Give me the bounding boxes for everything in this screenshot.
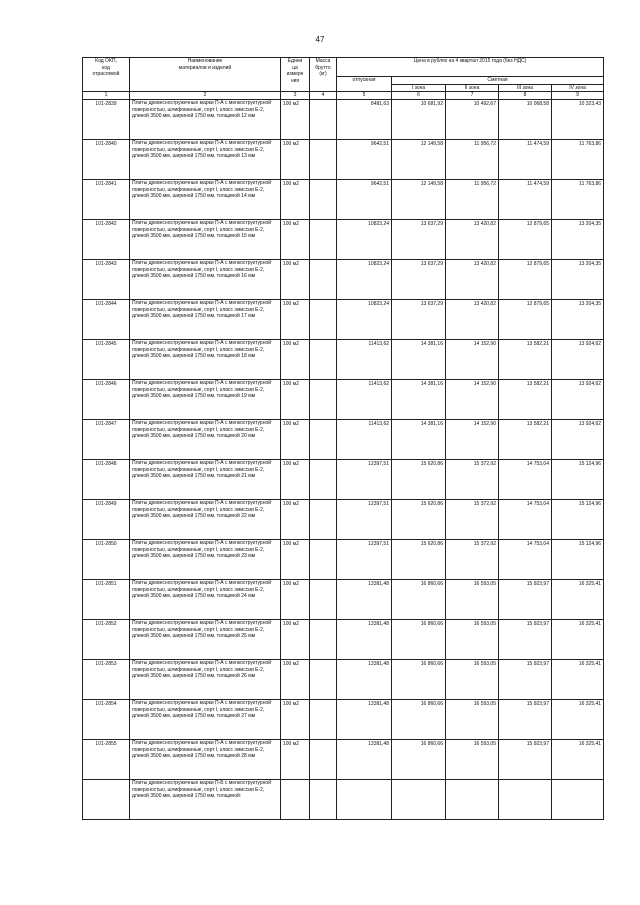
zone-1-price-cell: 13 637,29 [392,220,446,260]
zone-4-price-cell: 13 924,62 [552,380,604,420]
price-table [82,57,604,820]
page-number: 47 [315,35,325,44]
release-price-cell: 11413,62 [337,340,392,380]
zone-1-price-cell: 10 681,92 [392,100,446,140]
zone-1-price-cell: 14 381,16 [392,420,446,460]
item-code-cell: 101-2848 [83,460,130,500]
item-name-cell: Плиты древесностружечные марки П-А с мелкоструктурной поверхностью, шлифованные, сорт I, класс эмиссии Е-2, длиной 3500 мм, шириной 1750 мм, толщиной 18 мм [130,340,281,380]
release-price-cell: 8481,63 [337,100,392,140]
release-price-cell: 13381,48 [337,620,392,660]
item-mass-cell [310,420,337,460]
zone-1-price-cell: 13 637,29 [392,260,446,300]
zone-1-price-cell [392,780,446,820]
release-price-cell [337,780,392,820]
zone-2-price-cell: 13 420,82 [446,260,499,300]
table-row [83,740,604,780]
release-price-cell: 10823,24 [337,260,392,300]
table-row [83,700,604,740]
zone-2-price-cell: 10 492,67 [446,100,499,140]
table-row [83,660,604,700]
item-code-cell: 101-2846 [83,380,130,420]
item-name-cell: Плиты древесностружечные марки П-А с мелкоструктурной поверхностью, шлифованные, сорт I, класс эмиссии Е-2, длиной 3500 мм, шириной 1750 мм, толщиной 24 мм [130,580,281,620]
zone-3-price-cell: 13 582,21 [499,380,552,420]
zone-1-price-cell: 14 381,16 [392,380,446,420]
zone-2-price-cell: 15 372,92 [446,540,499,580]
zone-2-price-cell: 11 956,72 [446,180,499,220]
item-unit-cell: 100 м2 [281,300,310,340]
item-code-cell: 101-2852 [83,620,130,660]
table-row [83,580,604,620]
item-unit-cell: 100 м2 [281,340,310,380]
zone-4-price-cell: 16 325,41 [552,700,604,740]
zone-2-price-cell: 16 593,05 [446,700,499,740]
zone-2-price-cell: 16 593,05 [446,580,499,620]
item-unit-cell: 100 м2 [281,380,310,420]
item-unit-cell: 100 м2 [281,460,310,500]
table-row [83,100,604,140]
item-mass-cell [310,620,337,660]
zone-4-price-cell: 11 763,86 [552,180,604,220]
item-unit-cell: 100 м2 [281,700,310,740]
release-price-cell: 12397,51 [337,500,392,540]
header-estimate-price: Сметная [392,77,604,85]
zone-4-price-cell [552,780,604,820]
item-name-cell: Плиты древесностружечные марки П-А с мелкоструктурной поверхностью, шлифованные, сорт I, класс эмиссии Е-2, длиной 3500 мм, шириной 1750 мм, толщиной 14 мм [130,180,281,220]
zone-1-price-cell: 12 149,58 [392,180,446,220]
header-price-title: Цена в рублях на 4 квартал 2015 года (без НДС) [337,58,604,77]
zone-1-price-cell: 12 149,58 [392,140,446,180]
item-name-cell: Плиты древесностружечные марки П-А с мелкоструктурной поверхностью, шлифованные, сорт I, класс эмиссии Е-2, длиной 3500 мм, шириной 1750 мм, толщиной 16 мм [130,260,281,300]
item-mass-cell [310,660,337,700]
release-price-cell: 13381,48 [337,660,392,700]
table-row [83,460,604,500]
item-name-cell: Плиты древесностружечные марки П-А с мелкоструктурной поверхностью, шлифованные, сорт I, класс эмиссии Е-2, длиной 3500 мм, шириной 1750 мм, толщиной 26 мм [130,660,281,700]
zone-1-price-cell: 16 860,66 [392,580,446,620]
zone-3-price-cell: 14 753,04 [499,460,552,500]
zone-2-price-cell: 14 152,90 [446,380,499,420]
item-code-cell [83,780,130,820]
zone-3-price-cell: 10 068,58 [499,100,552,140]
zone-3-price-cell: 15 923,97 [499,660,552,700]
item-mass-cell [310,220,337,260]
item-unit-cell: 100 м2 [281,540,310,580]
zone-3-price-cell: 15 923,97 [499,700,552,740]
zone-4-price-cell: 15 124,96 [552,460,604,500]
table-row [83,420,604,460]
zone-3-price-cell: 12 879,65 [499,220,552,260]
column-number-row [83,92,604,100]
zone-3-price-cell [499,780,552,820]
zone-2-price-cell: 14 152,90 [446,340,499,380]
zone-2-price-cell [446,780,499,820]
column-number: 5 [337,92,392,100]
header-release-price: отпускная [337,77,392,92]
table-row [83,340,604,380]
item-code-cell: 101-2854 [83,700,130,740]
item-mass-cell [310,780,337,820]
item-name-cell: Плиты древесностружечные марки П-А с мелкоструктурной поверхностью, шлифованные, сорт I, класс эмиссии Е-2, длиной 3500 мм, шириной 1750 мм, толщиной 23 мм [130,540,281,580]
release-price-cell: 13381,48 [337,580,392,620]
item-unit-cell: 100 м2 [281,100,310,140]
item-mass-cell [310,540,337,580]
item-unit-cell: 100 м2 [281,620,310,660]
item-code-cell: 101-2849 [83,500,130,540]
zone-2-price-cell: 16 593,05 [446,620,499,660]
release-price-cell: 10823,24 [337,220,392,260]
zone-4-price-cell: 10 323,43 [552,100,604,140]
table-row [83,180,604,220]
zone-2-price-cell: 13 420,82 [446,220,499,260]
item-name-cell: Плиты древесностружечные марки П-А с мелкоструктурной поверхностью, шлифованные, сорт I, класс эмиссии Е-2, длиной 3500 мм, шириной 1750 мм, толщиной 12 мм [130,100,281,140]
item-name-cell: Плиты древесностружечные марки П-А с мелкоструктурной поверхностью, шлифованные, сорт I, класс эмиссии Е-2, длиной 3500 мм, шириной 1750 мм, толщиной 13 мм [130,140,281,180]
header-name: Наименование материалов и изделий [130,58,281,92]
table-row [83,540,604,580]
zone-4-price-cell: 13 204,35 [552,260,604,300]
item-code-cell: 101-2840 [83,140,130,180]
zone-4-price-cell: 13 204,35 [552,300,604,340]
item-name-cell: Плиты древесностружечные марки П-А с мелкоструктурной поверхностью, шлифованные, сорт I, класс эмиссии Е-2, длиной 3500 мм, шириной 1750 мм, толщиной 17 мм [130,300,281,340]
item-code-cell: 101-2853 [83,660,130,700]
item-name-cell: Плиты древесностружечные марки П-А с мелкоструктурной поверхностью, шлифованные, сорт I, класс эмиссии Е-2, длиной 3500 мм, шириной 1750 мм, толщиной 21 мм [130,460,281,500]
column-number: 4 [310,92,337,100]
zone-2-price-cell: 16 593,05 [446,740,499,780]
item-code-cell: 101-2844 [83,300,130,340]
zone-1-price-cell: 16 860,66 [392,660,446,700]
zone-4-price-cell: 15 124,96 [552,500,604,540]
zone-3-price-cell: 13 582,21 [499,420,552,460]
item-name-cell: Плиты древесностружечные марки П-А с мелкоструктурной поверхностью, шлифованные, сорт I, класс эмиссии Е-2, длиной 3500 мм, шириной 1750 мм, толщиной 25 мм [130,620,281,660]
item-code-cell: 101-2855 [83,740,130,780]
zone-3-price-cell: 15 923,97 [499,580,552,620]
table-row [83,300,604,340]
item-mass-cell [310,260,337,300]
item-mass-cell [310,700,337,740]
item-unit-cell: 100 м2 [281,580,310,620]
item-name-cell: Плиты древесностружечные марки П-А с мелкоструктурной поверхностью, шлифованные, сорт I, класс эмиссии Е-2, длиной 3500 мм, шириной 1750 мм, толщиной 27 мм [130,700,281,740]
zone-4-price-cell: 16 325,41 [552,580,604,620]
release-price-cell: 13381,48 [337,700,392,740]
item-mass-cell [310,460,337,500]
zone-1-price-cell: 16 860,66 [392,620,446,660]
item-unit-cell: 100 м2 [281,500,310,540]
header-mass: Масса брутто (кг) [310,58,337,92]
table-row [83,220,604,260]
item-name-cell: Плиты древесностружечные марки П-А с мелкоструктурной поверхностью, шлифованные, сорт I, класс эмиссии Е-2, длиной 3500 мм, шириной 1750 мм, толщиной 20 мм [130,420,281,460]
item-mass-cell [310,740,337,780]
zone-1-price-cell: 15 620,86 [392,500,446,540]
column-number: 3 [281,92,310,100]
release-price-cell: 9642,51 [337,140,392,180]
header-zone-4: IV зона [552,84,604,92]
table-row [83,260,604,300]
item-code-cell: 101-2841 [83,180,130,220]
zone-3-price-cell: 11 474,59 [499,180,552,220]
item-name-cell: Плиты древесностружечные марки П-А с мелкоструктурной поверхностью, шлифованные, сорт I, класс эмиссии Е-2, длиной 3500 мм, шириной 1750 мм, толщиной 22 мм [130,500,281,540]
table-body [83,100,604,820]
item-unit-cell: 100 м2 [281,220,310,260]
zone-4-price-cell: 16 325,41 [552,740,604,780]
item-code-cell: 101-2843 [83,260,130,300]
release-price-cell: 13381,48 [337,740,392,780]
item-code-cell: 101-2839 [83,100,130,140]
release-price-cell: 11413,62 [337,420,392,460]
table-row [83,780,604,820]
zone-3-price-cell: 14 753,04 [499,540,552,580]
item-mass-cell [310,340,337,380]
item-unit-cell: 100 м2 [281,660,310,700]
zone-3-price-cell: 13 582,21 [499,340,552,380]
zone-3-price-cell: 14 753,04 [499,500,552,540]
release-price-cell: 11413,62 [337,380,392,420]
zone-4-price-cell: 16 325,41 [552,620,604,660]
item-mass-cell [310,140,337,180]
item-mass-cell [310,500,337,540]
item-name-cell: Плиты древесностружечные марки П-А с мелкоструктурной поверхностью, шлифованные, сорт I, класс эмиссии Е-2, длиной 3500 мм, шириной 1750 мм, толщиной 15 мм [130,220,281,260]
column-number: 2 [130,92,281,100]
item-name-cell: Плиты древесностружечные марки П-А с мелкоструктурной поверхностью, шлифованные, сорт I, класс эмиссии Е-2, длиной 3500 мм, шириной 1750 мм, толщиной 28 мм [130,740,281,780]
release-price-cell: 9642,51 [337,180,392,220]
item-code-cell: 101-2845 [83,340,130,380]
item-mass-cell [310,580,337,620]
item-code-cell: 101-2850 [83,540,130,580]
zone-2-price-cell: 14 152,90 [446,420,499,460]
header-zone-3: III зона [499,84,552,92]
zone-1-price-cell: 14 381,16 [392,340,446,380]
zone-4-price-cell: 11 763,86 [552,140,604,180]
header-unit: Едини ца измере ния [281,58,310,92]
zone-3-price-cell: 12 879,65 [499,300,552,340]
item-code-cell: 101-2851 [83,580,130,620]
item-unit-cell: 100 м2 [281,180,310,220]
release-price-cell: 12397,51 [337,540,392,580]
zone-3-price-cell: 12 879,65 [499,260,552,300]
zone-2-price-cell: 13 420,82 [446,300,499,340]
column-number: 6 [392,92,446,100]
item-mass-cell [310,300,337,340]
zone-3-price-cell: 15 923,97 [499,740,552,780]
zone-1-price-cell: 16 860,66 [392,700,446,740]
column-number: 9 [552,92,604,100]
zone-1-price-cell: 15 620,86 [392,460,446,500]
zone-1-price-cell: 15 620,86 [392,540,446,580]
item-code-cell: 101-2847 [83,420,130,460]
item-code-cell: 101-2842 [83,220,130,260]
zone-1-price-cell: 16 860,66 [392,740,446,780]
item-unit-cell: 100 м2 [281,740,310,780]
column-number: 1 [83,92,130,100]
zone-1-price-cell: 13 637,29 [392,300,446,340]
table-row [83,140,604,180]
zone-4-price-cell: 13 924,62 [552,420,604,460]
item-mass-cell [310,100,337,140]
item-mass-cell [310,380,337,420]
item-unit-cell: 100 м2 [281,420,310,460]
table-row [83,620,604,660]
zone-4-price-cell: 13 204,35 [552,220,604,260]
zone-3-price-cell: 11 474,59 [499,140,552,180]
item-name-cell: Плиты древесностружечные марки П-Б с мелкоструктурной поверхностью, шлифованные, сорт I, класс эмиссии Е-2, длиной 3500 мм, шириной 1750 мм, толщиной: [130,780,281,820]
zone-4-price-cell: 13 924,62 [552,340,604,380]
zone-4-price-cell: 15 124,96 [552,540,604,580]
header-zone-1: I зона [392,84,446,92]
zone-2-price-cell: 16 593,05 [446,660,499,700]
item-name-cell: Плиты древесностружечные марки П-А с мелкоструктурной поверхностью, шлифованные, сорт I, класс эмиссии Е-2, длиной 3500 мм, шириной 1750 мм, толщиной 19 мм [130,380,281,420]
zone-2-price-cell: 11 956,72 [446,140,499,180]
zone-2-price-cell: 15 372,92 [446,460,499,500]
zone-3-price-cell: 15 923,97 [499,620,552,660]
zone-2-price-cell: 15 372,92 [446,500,499,540]
table-row [83,380,604,420]
item-mass-cell [310,180,337,220]
column-number: 7 [446,92,499,100]
table-row [83,500,604,540]
release-price-cell: 10823,24 [337,300,392,340]
item-unit-cell: 100 м2 [281,260,310,300]
item-unit-cell: 100 м2 [281,140,310,180]
release-price-cell: 12397,51 [337,460,392,500]
header-zone-2: II зона [446,84,499,92]
column-number: 8 [499,92,552,100]
zone-4-price-cell: 16 325,41 [552,660,604,700]
item-unit-cell [281,780,310,820]
header-code: Код ОКП, код отраслевой [83,58,130,92]
